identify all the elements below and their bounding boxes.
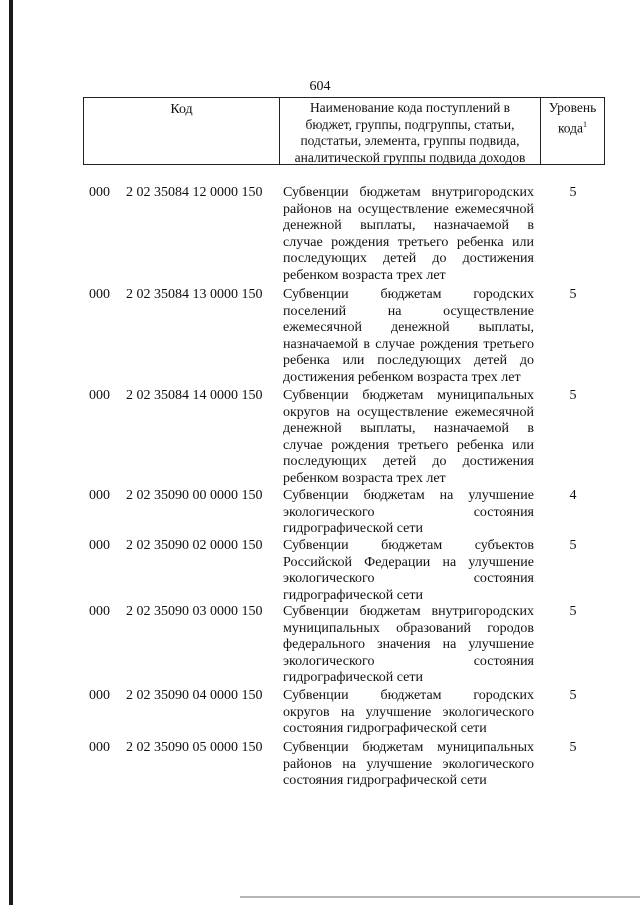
revenue-code: 2 02 35090 00 0000 150 [126,488,263,503]
header-name-line: аналитической группы подвида доходов [294,149,526,165]
admin-code: 000 [89,488,110,503]
revenue-name-line: округов на осуществление ежемесячной [283,404,534,420]
revenue-name-line: районов на улучшение экологического [283,756,534,772]
revenue-name-line: Субвенции бюджетам муниципальных [283,388,534,403]
code-level: 5 [569,388,577,403]
code-level: 5 [569,740,577,755]
admin-code: 000 [89,538,110,553]
revenue-name-line: последующих детей до достижения [283,454,534,469]
revenue-name-line: гидрографической сети [283,521,423,536]
revenue-name-line: денежной выплаты, назначаемой в [283,218,534,233]
table-header [83,97,605,165]
revenue-name [283,388,534,487]
header-name-line: бюджет, группы, подгруппы, статьи, [305,116,515,132]
revenue-name-line: экологического состояния [283,504,534,520]
revenue-name-line: округов на улучшение экологического [283,704,534,720]
code-level: 5 [569,185,577,200]
revenue-name-line: Субвенции бюджетам внутригородских [283,604,534,619]
code-level: 5 [569,538,577,553]
code-level: 5 [569,688,577,703]
admin-code: 000 [89,688,110,703]
revenue-name-line: муниципальных образований городов [283,620,534,636]
code-level: 5 [569,287,577,302]
admin-code: 000 [89,388,110,403]
revenue-name-line: состояния гидрографической сети [283,721,487,736]
revenue-name-line: Субвенции бюджетам на улучшение [283,488,534,503]
revenue-name-line: Субвенции бюджетам городских [283,688,534,703]
revenue-name-line: ребенком возраста трех лет [283,470,446,486]
code-level: 4 [569,488,577,503]
revenue-name-line: федерального значения на улучшение [283,637,534,652]
revenue-name [283,538,534,604]
revenue-name-line: ребенка или последующих детей до [283,353,534,368]
header-level-line [541,117,604,137]
revenue-name [283,287,534,386]
revenue-name-line: достижения ребенком возраста трех лет [283,369,521,385]
page-number: 604 [309,79,331,94]
header-name [280,98,541,164]
scan-left-border [9,0,13,905]
header-level [541,98,604,164]
revenue-name-line: случае рождения третьего ребенка или [283,234,534,250]
revenue-name-line: гидрографической сети [283,587,423,603]
revenue-name-line: последующих детей до достижения [283,251,534,266]
revenue-name-line: экологического состояния [283,571,534,586]
scan-bottom-edge [240,896,640,898]
admin-code: 000 [89,185,110,200]
header-name-line: подстатьи, элемента, группы подвида, [300,133,520,148]
footnote-marker: 1 [583,119,588,129]
revenue-name-line: случае рождения третьего ребенка или [283,437,534,453]
revenue-code: 2 02 35084 14 0000 150 [126,388,263,403]
revenue-name-line: экологического состояния [283,653,534,669]
revenue-name-line: ребенком возраста трех лет [283,267,446,283]
revenue-code: 2 02 35090 05 0000 150 [126,740,263,755]
revenue-name [283,604,534,687]
revenue-name-line: гидрографической сети [283,670,423,685]
code-level: 5 [569,604,577,619]
revenue-name-line: Субвенции бюджетам внутригородских [283,185,534,200]
admin-code: 000 [89,604,110,619]
revenue-name [283,688,534,738]
revenue-name-line: ежемесячной денежной выплаты, [283,320,534,335]
revenue-name [283,740,534,790]
admin-code: 000 [89,287,110,302]
revenue-name-line: Субвенции бюджетам муниципальных [283,740,534,755]
revenue-name-line: поселений на осуществление [283,303,534,319]
revenue-name-line: денежной выплаты, назначаемой в [283,421,534,436]
revenue-name-line: Субвенции бюджетам субъектов [283,538,534,553]
header-level-word: кода [557,120,584,135]
header-code: Код [84,98,280,164]
revenue-code: 2 02 35090 03 0000 150 [126,604,263,619]
revenue-name-line: районов на осуществление ежемесячной [283,201,534,217]
revenue-name-line: Российской Федерации на улучшение [283,554,534,570]
revenue-code: 2 02 35090 02 0000 150 [126,538,263,553]
revenue-name [283,185,534,284]
revenue-code: 2 02 35084 13 0000 150 [126,287,263,302]
revenue-code: 2 02 35090 04 0000 150 [126,688,263,703]
revenue-name-line: назначаемой в случае рождения третьего [283,336,534,352]
revenue-name-line: Субвенции бюджетам городских [283,287,534,302]
header-level-line: Уровень [548,100,597,115]
header-name-line: Наименование кода поступлений в [309,100,511,115]
revenue-name-line: состояния гидрографической сети [283,773,487,788]
revenue-name [283,488,534,538]
admin-code: 000 [89,740,110,755]
revenue-code: 2 02 35084 12 0000 150 [126,185,263,200]
